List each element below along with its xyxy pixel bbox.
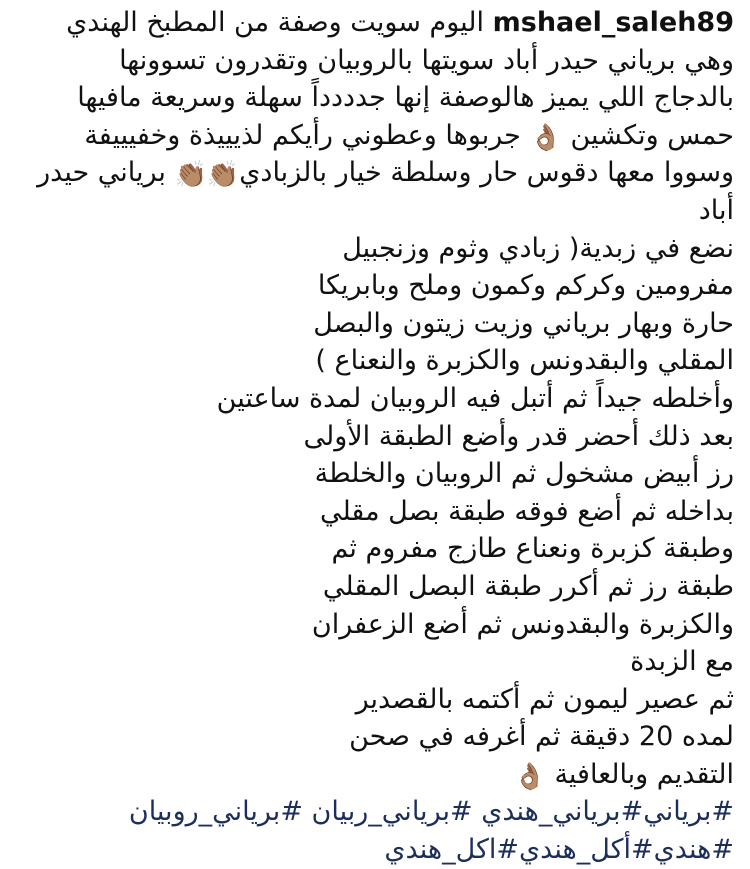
hashtag-link[interactable]: #أكل_هندي: [519, 834, 654, 866]
caption-line: حارة وبهار برياني وزيت زيتون والبصل: [313, 307, 734, 339]
caption-line: لمده 20 دقيقة ثم أغرفه في صحن: [349, 721, 734, 753]
caption-text: جربوها وعطوني رأيكم لذيييذة وخفيييفة: [84, 119, 521, 151]
caption-line: أباد: [698, 194, 734, 226]
caption-text: وسووا معها دقوس حار وسلطة خيار بالزبادي: [239, 157, 734, 189]
caption-line: [22, 154, 734, 192]
caption-line: وأخلطه جيداً ثم أتبل فيه الروبيان لمدة ساعتين: [216, 382, 734, 414]
caption-line: بداخله ثم أضع فوقه طبقة بصل مقلي: [319, 495, 734, 527]
caption-text: التقديم وبالعافية: [554, 758, 734, 790]
caption-line: مفرومين وكركم وكمون وملح وبابريكا: [317, 270, 734, 302]
hashtag-link[interactable]: #برياني_روبيان: [128, 796, 303, 828]
caption-line: طبقة رز ثم أكرر طبقة البصل المقلي: [322, 570, 734, 602]
post-caption: [22, 4, 734, 869]
hashtag-line: [22, 793, 734, 831]
hashtag-link[interactable]: #برياني_ربيان: [311, 796, 473, 828]
caption-line: [22, 117, 734, 155]
caption-line: بعد ذلك أحضر قدر وأضع الطبقة الأولى: [303, 420, 734, 452]
clapping-hands-icon: 👏🏽: [206, 160, 240, 191]
hashtag-link[interactable]: #برياني: [643, 796, 734, 828]
clapping-hands-icon: 👏🏽: [174, 160, 207, 191]
caption-line: [22, 4, 734, 42]
caption-line: والكزبرة والبقدونس ثم أضع الزعفران: [311, 608, 734, 640]
caption-line: وهي برياني حيدر أباد سويتها بالروبيان وتقدرون تسوونها: [119, 44, 734, 76]
caption-line: المقلي والبقدونس والكزبرة والنعناع ): [315, 345, 734, 377]
hashtag-link[interactable]: #هندي: [653, 834, 734, 866]
ok-hand-icon: 👌🏽: [529, 122, 562, 153]
caption-line: بالدجاج اللي يميز هالوصفة إنها جدددداً سهلة وسريعة مافيها: [77, 82, 734, 114]
caption-text: اليوم سويت وصفة من المطبخ الهندي: [66, 7, 485, 38]
caption-text: برياني حيدر: [37, 157, 166, 189]
hashtag-link[interactable]: #اكل_هندي: [384, 834, 520, 866]
hashtag-link[interactable]: #برياني_هندي: [481, 796, 644, 828]
ok-hand-icon: 👌🏽: [513, 761, 546, 792]
hashtag-line: [22, 831, 734, 869]
caption-text: حمس وتكشين: [570, 119, 734, 151]
username-link[interactable]: mshael_saleh89: [492, 7, 734, 38]
caption-line: مع الزبدة: [630, 646, 734, 678]
caption-line: ثم عصير ليمون ثم أكتمه بالقصدير: [355, 683, 734, 715]
caption-line: وطبقة كزبرة ونعناع طازج مفروم ثم: [331, 533, 734, 565]
caption-line: [22, 756, 734, 794]
caption-line: نضع في زبدية( زبادي وثوم وزنجبيل: [342, 232, 734, 264]
caption-line: رز أبيض مشخول ثم الروبيان والخلطة: [314, 458, 734, 490]
